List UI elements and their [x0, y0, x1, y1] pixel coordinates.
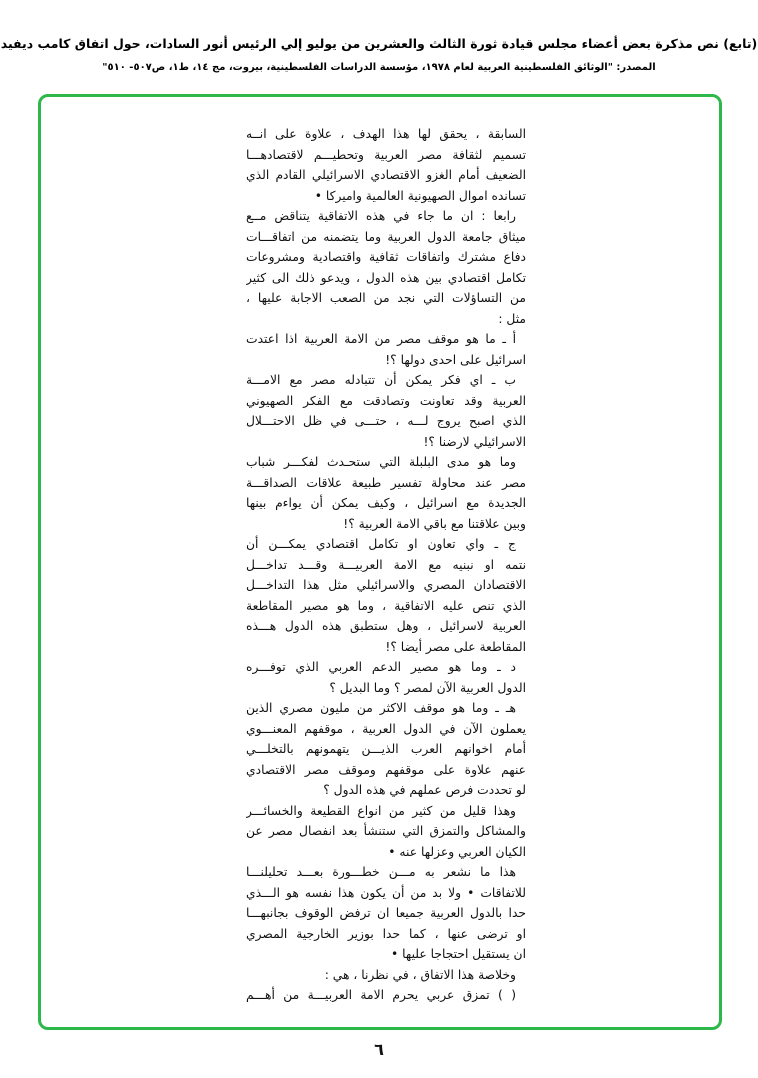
text-line: ان يستقيل احتجاجا عليها • — [391, 947, 526, 961]
text-line: للاتفاقات • ولا بد من أن يكون هذا نفسه هو الـــذي — [246, 885, 526, 900]
text-line: مثل : — [498, 311, 526, 326]
text-line: حدا بالدول العربية جميعا ان ترفض الوقوف بجانبهـــا — [246, 906, 526, 920]
text-line: تسميم لثقافة مصر العربية وتحطيـــم لاقتصادهـــا — [246, 147, 526, 162]
text-line: د ـ وما هو مصير الدعم العربي الذي توفـــره — [246, 660, 516, 674]
text-line: أمام اخوانهم العرب الذيـــن يتهمونهم بالتخلـــي — [246, 742, 526, 756]
text-line: العربية لاسرائيل ، وهل ستطبق هذه الدول هـــذه — [246, 619, 526, 633]
document-source: المصدر: "الوثائق الفلسطينية العربية لعام ١٩٧٨، مؤسسة الدراسات الفلسطينية، بيروت، مج ١٤، ط١، ص٥٠٧- ٥١٠" — [102, 62, 656, 73]
text-line: عنهم علاوة على موقفهم وموقف مصر الاقتصادي — [246, 762, 526, 777]
text-line: من التساؤلات التي نجد من الصعب الاجابة عليها ، — [246, 291, 526, 305]
document-body — [246, 124, 526, 1006]
text-line: وما هو مدى البلبلة التي ستحـدث لفكـــر شباب — [246, 455, 516, 469]
text-line: العربية وقد تعاونت وتصادقت مع الفكر الصهيوني — [246, 393, 526, 408]
text-line: الذي تنص عليه الاتفاقية ، وما هو مصير المقاطعة — [246, 598, 526, 613]
text-line: اسرائيل على احدى دولها ؟! — [385, 352, 526, 367]
text-line: والمشاكل والتمزق التي ستنشأ بعد انفصال مصر عن — [246, 824, 526, 838]
text-line: ب ـ اي فكر يمكن أن تتبادله مصر مع الامـــة — [246, 373, 516, 387]
document-title: (تابع) نص مذكرة بعض أعضاء مجلس قيادة ثورة الثالث والعشرين من يوليو إلي الرئيس أنور السادات، حول اتفاق كامب ديفيد — [0, 36, 758, 51]
text-line: تكامل اقتصادي بين هذه الدول ، ويدعو ذلك الى كثير — [246, 270, 526, 285]
text-line: أ ـ ما هو موقف مصر من الامة العربية اذا اعتدت — [246, 332, 516, 346]
text-line: وخلاصة هذا الاتفاق ، في نظرنا ، هي : — [324, 967, 516, 982]
text-line: دفاع مشترك واتفاقات ثقافية واقتصادية ومشروعات — [246, 250, 526, 264]
text-line: الكيان العربي وعزلها عنه • — [388, 844, 526, 859]
text-line: الجديدة مع اسرائيل ، وكيف يمكن أن يواءم بينها — [246, 496, 526, 510]
text-line: ( ) تمزق عربي يحرم الامة العربيـــة من أهـــم — [246, 988, 516, 1002]
text-line: الضعيف أمام الغزو الاقتصادي الاسرائيلي القادم الذي — [246, 168, 526, 182]
text-line: نتمه او نبنيه مع الامة العربيـــة وقـــد تداخـــل — [246, 557, 526, 572]
text-line: الدول العربية الآن لمصر ؟ وما البديل ؟ — [329, 680, 526, 695]
text-line: السابقة ، يحقق لها هذا الهدف ، علاوة على انــه — [246, 127, 526, 141]
text-line: لو تحددت فرص عملهم في هذه الدول ؟ — [323, 783, 526, 797]
text-line: وهذا قليل من كثير من انواع القطيعة والخسائـــر — [246, 803, 516, 818]
text-line: تسانده اموال الصهيونية العالمية واميركا • — [314, 188, 526, 203]
text-line: المقاطعة على مصر أيضا ؟! — [385, 639, 526, 654]
text-line: الذي اصبح يروج لـــه ، حتـــى في ظل الاحتـــلال — [246, 414, 526, 428]
text-line: هـ ـ وما هو موقف الاكثر من مليون مصري الذين — [246, 701, 516, 715]
text-line: ج ـ واي تعاون او تكامل اقتصادي يمكـــن أن — [246, 537, 516, 551]
text-line: رابعا : ان ما جاء في هذه الاتفاقية يتناقض مــع — [246, 209, 516, 223]
text-line: هذا ما نشعر به مـــن خطـــورة بعـــد تحليلنـــا — [246, 865, 516, 879]
text-line: الاقتصادان المصري والاسرائيلي مثل هذا التداخـــل — [246, 578, 526, 592]
text-line: ميثاق جامعة الدول العربية وما يتضمنه من اتفاقـــات — [246, 229, 526, 244]
page-number: ٦ — [374, 1040, 384, 1059]
text-line: وبين علاقتنا مع باقي الامة العربية ؟! — [343, 516, 526, 531]
text-line: او ترضى عنها ، كما حدا بوزير الخارجية المصري — [246, 926, 526, 941]
text-line: مصر عند محاولة تفسير طبيعة علاقات الصداقـــة — [246, 475, 526, 490]
text-line: الاسرائيلي لارضنا ؟! — [423, 434, 526, 449]
text-line: يعملون الآن في الدول العربية ، موقفهم المعنـــوي — [246, 721, 526, 736]
